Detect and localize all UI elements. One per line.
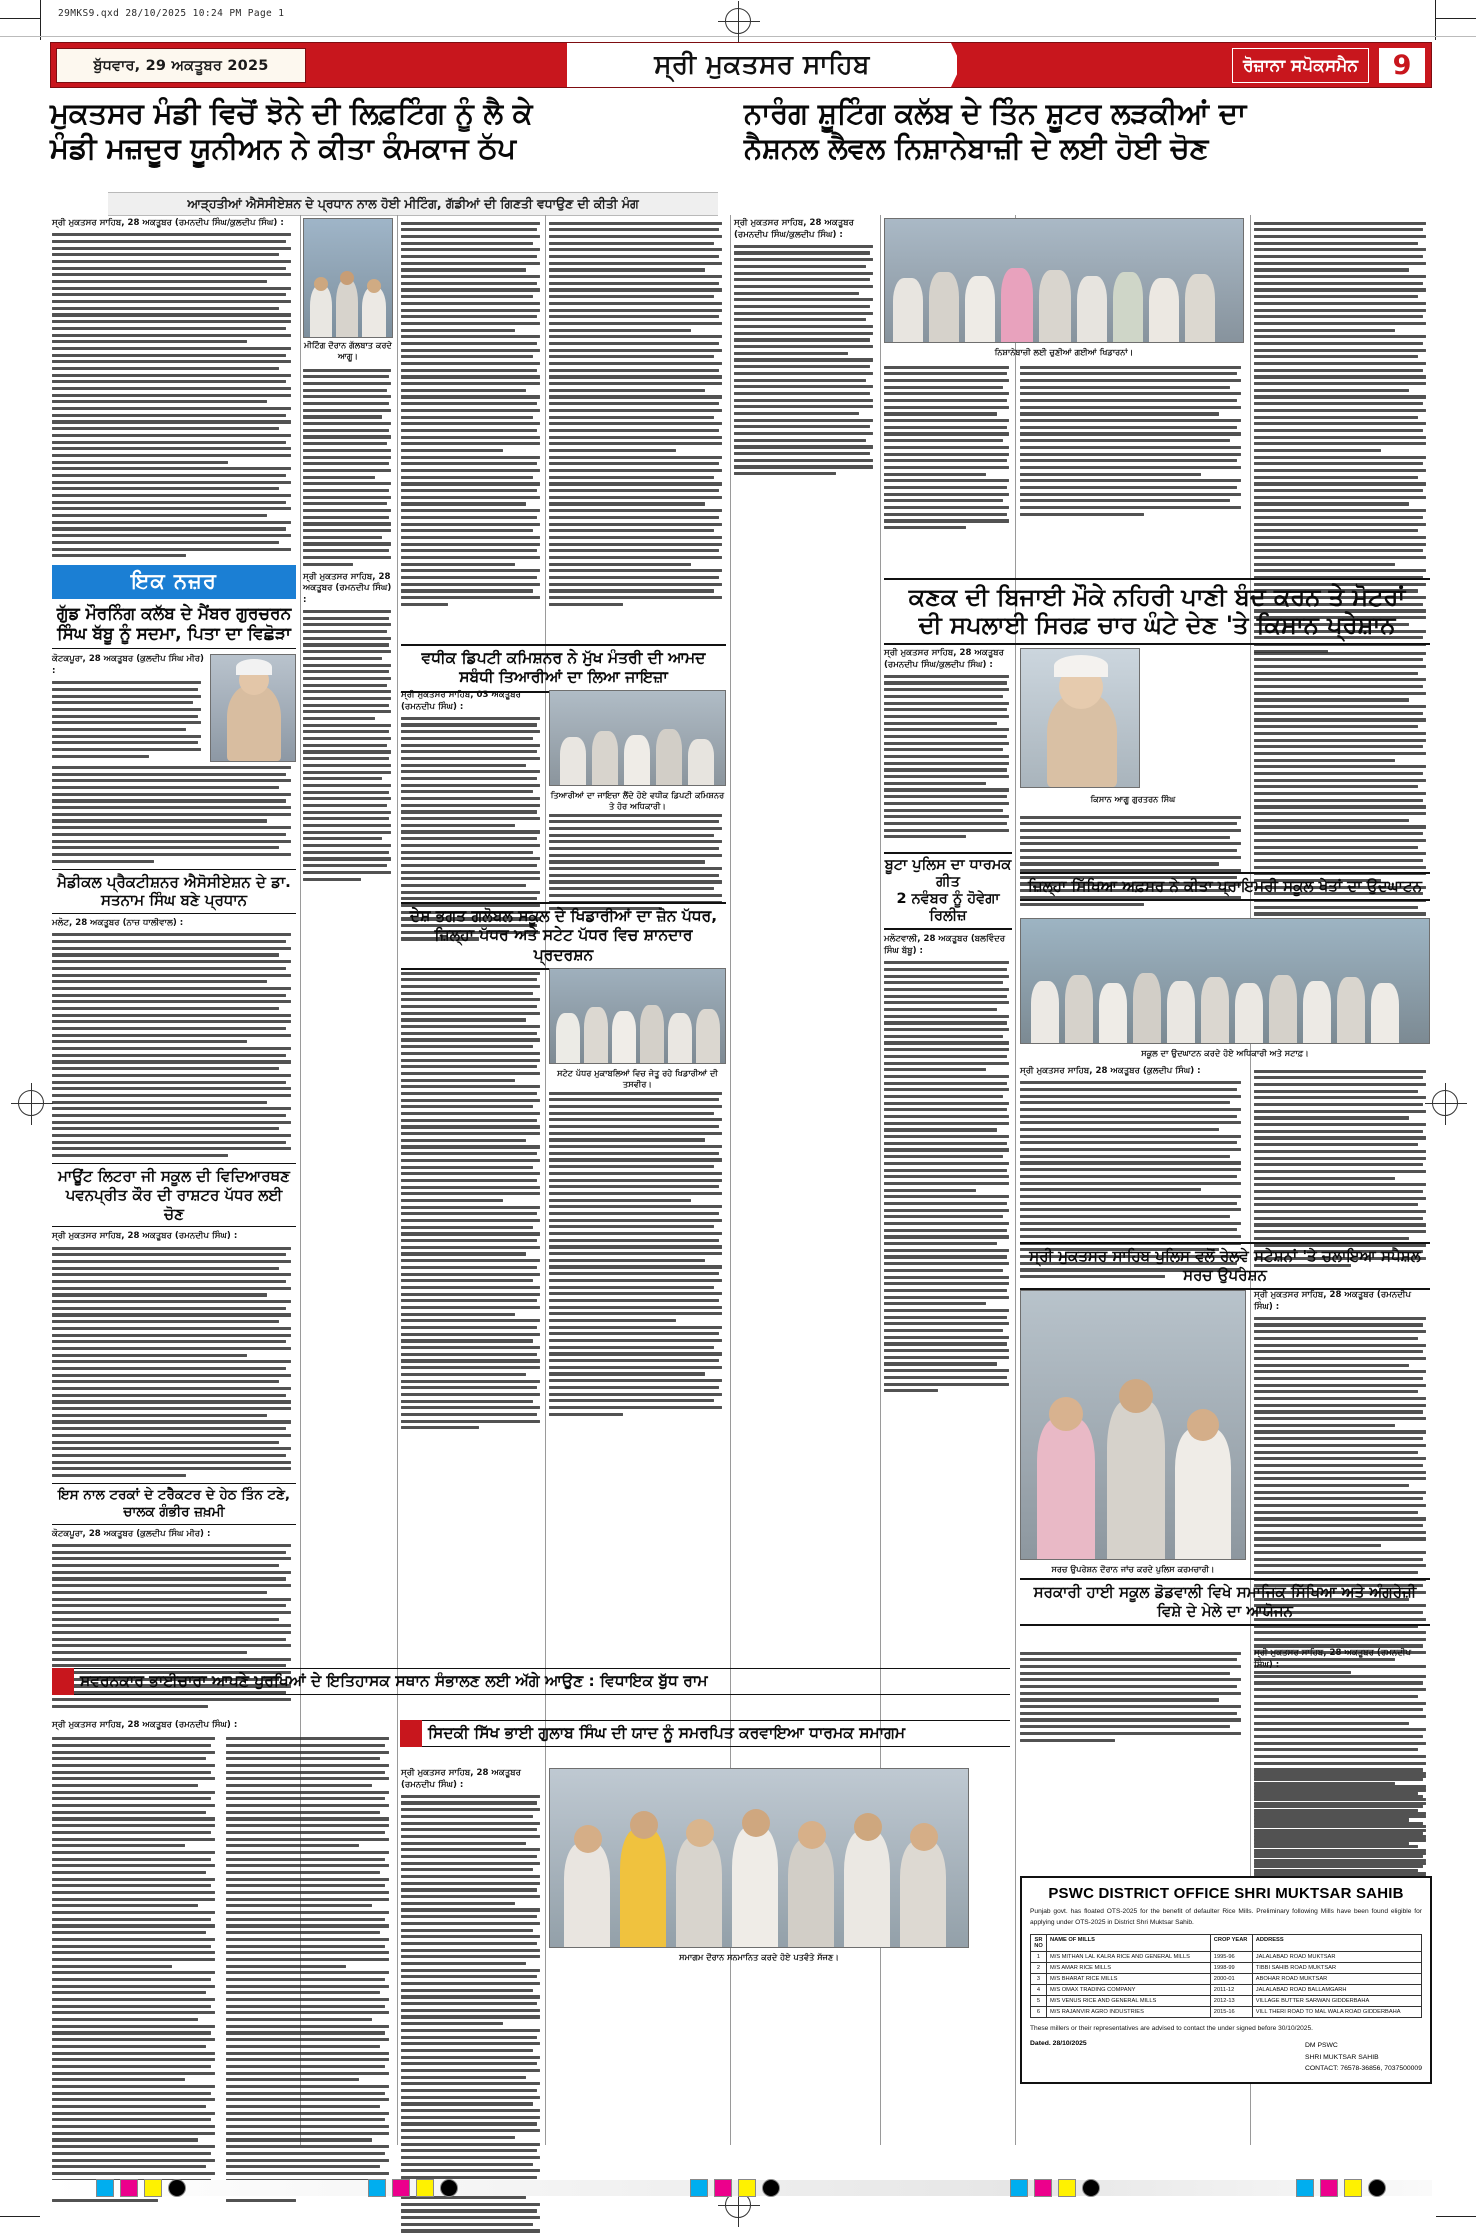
cell-mill-name: M/S VENUS RICE AND GENERAL MILLS	[1047, 1996, 1211, 2007]
print-color-strip	[50, 2180, 1432, 2200]
column-divider	[545, 215, 546, 2145]
col-header-sr-no: SR NO	[1031, 1935, 1047, 1952]
cell-crop-year: 2011-12	[1210, 1985, 1252, 1996]
body-text	[1020, 366, 1246, 516]
article-headline-global-school: ਦੇਸ਼ ਭਗਤ ਗਲੋਬਲ ਸਕੂਲ ਦੇ ਖਿਡਾਰੀਆਂ ਦਾ ਜ਼ੋਨ ਪੱਧਰ, ਜ਼ਿਲ੍ਹਾ ਪੱਧਰ ਅਤੇ ਸਟੇਟ ਪੱਧਰ ਵਿਚ ਸ਼ਾਨਦਾਰ ਪ੍ਰਦਰਸ਼ਨ	[401, 902, 726, 970]
lead-left-subhead: ਆੜ੍ਹਤੀਆਂ ਐਸੋਸੀਏਸ਼ਨ ਦੇ ਪ੍ਰਧਾਨ ਨਾਲ ਹੋਈ ਮੀਟਿੰਗ, ਗੱਡੀਆਂ ਦੀ ਗਿਣਤੀ ਵਧਾਉਣ ਦੀ ਕੀਤੀ ਮੰਗ	[108, 192, 718, 216]
color-patch-magenta	[392, 2179, 410, 2197]
ad-sign-place: SHRI MUKTSAR SAHIB	[1304, 2053, 1379, 2061]
color-patch-black	[440, 2179, 458, 2197]
body-text	[303, 369, 393, 566]
lead-right-headline-line1: ਨਾਰੰਗ ਸ਼ੂਟਿੰਗ ਕਲੱਬ ਦੇ ਤਿੰਨ ਸ਼ੂਟਰ ਲੜਕੀਆਂ ਦਾ	[744, 96, 1247, 130]
column-3	[401, 218, 543, 609]
red-swatch	[52, 1668, 74, 1695]
masthead	[50, 42, 1432, 88]
body-text	[549, 814, 726, 911]
lead-left-headline-line1: ਮੁਕਤਸਰ ਮੰਡੀ ਵਿਚੋਂ ਝੋਨੇ ਦੀ ਲਿਫ਼ਟਿੰਗ ਨੂੰ ਲੈ ਕੇ	[50, 96, 533, 130]
photo-caption: ਸਟੇਟ ਪੱਧਰ ਮੁਕਾਬਲਿਆਂ ਵਿਚ ਜੇਤੂ ਰਹੇ ਖਿਡਾਰੀਆਂ ਦੀ ਤਸਵੀਰ।	[557, 1068, 718, 1089]
sidki-sikh-headline-text: ਸਿਦਕੀ ਸਿੱਖ ਭਾਈ ਗੁਲਾਬ ਸਿੰਘ ਦੀ ਯਾਦ ਨੂੰ ਸਮਰਪਿਤ ਕਰਵਾਇਆ ਧਾਰਮਕ ਸਮਾਗਮ	[422, 1720, 1010, 1747]
crop-mark	[1435, 0, 1436, 40]
cell-sr-no: 4	[1031, 1985, 1047, 1996]
lead-right-headline	[744, 96, 1432, 167]
cell-mill-name: M/S AMAR RICE MILLS	[1047, 1963, 1211, 1974]
registration-mark-icon	[18, 1090, 44, 1116]
article-byline: ਕੋਟਕਪੂਰਾ, 28 ਅਕਤੂਬਰ (ਕੁਲਦੀਪ ਸਿੰਘ ਮੀਰ) :	[52, 1528, 211, 1539]
photo-caption: ਤਿਆਰੀਆਂ ਦਾ ਜਾਇਜ਼ਾ ਲੈਂਦੇ ਹੋਏ ਵਧੀਕ ਡਿਪਟੀ ਕਮਿਸ਼ਨਰ ਤੇ ਹੋਰ ਅਧਿਕਾਰੀ।	[550, 790, 725, 811]
color-patch-black	[1368, 2179, 1386, 2197]
adc-article-col-b	[549, 810, 726, 914]
ik-nazar-headline: ਗੁੱਡ ਮੌਰਨਿੰਗ ਕਲੱਬ ਦੇ ਮੈਂਬਰ ਗੁਰਚਰਨ ਸਿੰਘ ਬੱਬੂ ਨੂੰ ਸਦਮਾ, ਪਿਤਾ ਦਾ ਵਿਛੋੜਾ	[52, 599, 296, 649]
nehri-pani-headline-line1: ਕਣਕ ਦੀ ਬਿਜਾਈ ਮੌਕੇ ਨਹਿਰੀ ਪਾਣੀ ਬੰਦ ਕਰਨ ਤੇ ਮੋਟਰਾਂ	[908, 583, 1406, 611]
article-photo	[303, 218, 393, 338]
article-headline-mount-litera: ਮਾਊਂਟ ਲਿਟਰਾ ਜੀ ਸਕੂਲ ਦੀ ਵਿਦਿਆਰਥਣ ਪਵਨਪ੍ਰੀਤ ਕੌਰ ਦੀ ਰਾਸ਼ਟਰ ਪੱਧਰ ਲਈ ਚੋਣ	[52, 1163, 296, 1227]
masthead-date: ਬੁੱਧਵਾਰ, 29 ਅਕਤੂਬਰ 2025	[56, 48, 306, 83]
article-byline: ਸ੍ਰੀ ਮੁਕਤਸਰ ਸਾਹਿਬ, 28 ਅਕਤੂਬਰ (ਰਮਨਦੀਪ ਸਿੰਘ) :	[1254, 1290, 1412, 1312]
table-row	[1031, 1996, 1422, 2007]
cell-sr-no: 6	[1031, 2007, 1047, 2018]
table-header-row	[1031, 1935, 1422, 1952]
article-byline: ਸ੍ਰੀ ਮੁਕਤਸਰ ਸਾਹਿਬ, 28 ਅਕਤੂਬਰ (ਰਮਨਦੀਪ ਸਿੰਘ/ਕੁਲਦੀਪ ਸਿੰਘ) :	[884, 648, 1004, 670]
body-text	[401, 222, 543, 606]
table-row	[1031, 1963, 1422, 1974]
article-byline: ਸ੍ਰੀ ਮੁਕਤਸਰ ਸਾਹਿਬ, 28 ਅਕਤੂਬਰ (ਕੁਲਦੀਪ ਸਿੰਘ) :	[1020, 1066, 1201, 1076]
article-photo	[1020, 1290, 1246, 1560]
cell-crop-year: 1998-99	[1210, 1963, 1252, 1974]
ad-dated: Dated. 28/10/2025	[1030, 2040, 1087, 2048]
cell-crop-year: 1995-96	[1210, 1952, 1252, 1963]
color-patch-black	[168, 2179, 186, 2197]
article-byline: ਮਲੋਟ, 28 ਅਕਤੂਬਰ (ਨਾਜ਼ ਧਾਲੀਵਾਲ) :	[52, 918, 184, 929]
ad-sign-office: DM PSWC	[1304, 2042, 1338, 2050]
crop-mark	[1436, 2216, 1476, 2217]
color-patch-magenta	[120, 2179, 138, 2197]
article-photo	[549, 1768, 969, 1948]
cell-sr-no: 2	[1031, 1963, 1047, 1974]
ad-title: PSWC DISTRICT OFFICE SHRI MUKTSAR SAHIB	[1048, 1885, 1404, 1902]
body-text	[1020, 1652, 1246, 1742]
color-patch-magenta	[714, 2179, 732, 2197]
cell-mill-name: M/S MITHAN LAL KALRA RICE AND GENERAL MILLS	[1047, 1952, 1211, 1963]
crop-mark	[1436, 18, 1476, 19]
cell-address: TIBBI SAHIB ROAD MUKTSAR	[1252, 1963, 1421, 1974]
body-text	[549, 1092, 726, 1416]
column-1	[52, 218, 296, 1711]
photo-caption: ਸਕੂਲ ਦਾ ਉਦਘਾਟਨ ਕਰਦੇ ਹੋਏ ਅਧਿਕਾਰੀ ਅਤੇ ਸਟਾਫ਼।	[1141, 1048, 1309, 1058]
cell-crop-year: 2015-16	[1210, 2007, 1252, 2018]
govt-high-school-col-b	[1020, 1648, 1246, 1745]
color-patch-cyan	[1010, 2179, 1028, 2197]
table-row	[1031, 2007, 1422, 2018]
cell-mill-name: M/S RAJANVIR AGRO INDUSTRIES	[1047, 2007, 1211, 2018]
article-byline: ਸ੍ਰੀ ਮੁਕਤਸਰ ਸਾਹਿਬ, 28 ਅਕਤੂਬਰ (ਰਮਨਦੀਪ ਸਿੰਘ) :	[52, 1720, 238, 1730]
global-school-col-b	[549, 1088, 726, 1419]
red-swatch	[400, 1720, 422, 1747]
lead-right-headline-line2: ਨੈਸ਼ਨਲ ਲੈਵਲ ਨਿਸ਼ਾਨੇਬਾਜ਼ੀ ਦੇ ਲਈ ਹੋਈ ਚੋਣ	[744, 131, 1209, 166]
article-headline-medical-practitioner: ਮੈਡੀਕਲ ਪ੍ਰੈਕਟੀਸ਼ਨਰ ਐਸੋਸੀਏਸ਼ਨ ਦੇ ਡਾ. ਸਤਨਾਮ ਸਿੰਘ ਬਣੇ ਪ੍ਰਧਾਨ	[52, 869, 296, 915]
color-patch-black	[762, 2179, 780, 2197]
registration-mark-icon	[1432, 1090, 1458, 1116]
photo-caption: ਸਰਚ ਉਪਰੇਸ਼ਨ ਦੌਰਾਨ ਜਾਂਚ ਕਰਦੇ ਪੁਲਿਸ ਕਰਮਚਾਰੀ।	[1051, 1564, 1215, 1574]
masthead-edition-plate	[567, 43, 957, 87]
column-divider	[1250, 215, 1251, 2145]
article-headline-govt-high-school: ਸਰਕਾਰੀ ਹਾਈ ਸਕੂਲ ਡੋਡਵਾਲੀ ਵਿਖੇ ਸਮਾਜਿਕ ਸਿੱਖਿਆ ਅਤੇ ਅੰਗਰੇਜ਼ੀ ਵਿਸ਼ੇ ਦੇ ਮੇਲੇ ਦਾ ਆਯੋਜਨ	[1020, 1578, 1430, 1626]
global-school-col	[401, 968, 543, 1433]
article-headline-adarsh-school: ਜ਼ਿਲ੍ਹਾ ਸਿੱਖਿਆ ਅਫ਼ਸਰ ਨੇ ਕੀਤਾ ਪ੍ਰਾਇਮਰੀ ਸਕੂਲ ਖੇਤਾਂ ਦਾ ਉਦਘਾਟਨ	[1020, 872, 1430, 901]
color-patch-cyan	[368, 2179, 386, 2197]
swarnkar-body	[52, 1720, 392, 2205]
cell-address: VILL THERI ROAD TO MAL WALA ROAD GIDDERBAHA	[1252, 2007, 1421, 2018]
column-5	[734, 218, 876, 479]
article-byline: ਮਲੋਟਵਾਲੀ, 28 ਅਕਤੂਬਰ (ਬਲਵਿੰਦਰ ਸਿੰਘ ਬੱਬੂ) :	[884, 934, 1006, 957]
article-headline-swarnkar	[52, 1668, 1010, 1695]
ad-lede: Punjab govt. has floated OTS-2025 for the benefit of defaulter Rice Mills. Preliminary following Mills have been found eligible for applying under OTS-2025 in District Shri Muktsar Sahib.	[1030, 1908, 1422, 1926]
file-stamp: 29MKS9.qxd 28/10/2025 10:24 PM Page 1	[58, 8, 285, 19]
ad-mills-table	[1030, 1934, 1422, 2018]
ad-table-body	[1031, 1952, 1422, 2018]
cell-address: JALALABAD ROAD MUKTSAR	[1252, 1952, 1421, 1963]
swarnkar-headline-text: ਸਵਰਨਕਾਰ ਭਾਈਚਾਰਾ ਆਪਣੇ ਪੁਰਖਿਆਂ ਦੇ ਇਤਿਹਾਸਕ ਸਥਾਨ ਸੰਭਾਲਣ ਲਈ ਅੱਗੇ ਆਉਣ : ਵਿਧਾਇਕ ਬੁੱਧ ਰਾਮ	[74, 1668, 1010, 1695]
masthead-brand: ਰੋਜ਼ਾਨਾ ਸਪੋਕਸਮੈਨ	[1232, 48, 1369, 83]
article-buta-police	[884, 852, 1012, 1396]
body-text	[884, 961, 1012, 1392]
body-text	[549, 222, 726, 606]
column-divider	[1015, 215, 1016, 2145]
color-patch-magenta	[1034, 2179, 1052, 2197]
column-6	[884, 362, 1012, 533]
lead-left-headline-line2: ਮੰਡੀ ਮਜ਼ਦੂਰ ਯੂਨੀਅਨ ਨੇ ਕੀਤਾ ਕੰਮਕਾਜ ਠੱਪ	[50, 131, 516, 166]
cell-mill-name: M/S OMAX TRADING COMPANY	[1047, 1985, 1211, 1996]
cell-address: ABOHAR ROAD MUKTSAR	[1252, 1974, 1421, 1985]
cell-sr-no: 3	[1031, 1974, 1047, 1985]
cell-address: VILLAGE BUTTER SARWAN GIDDERBAHA	[1252, 1996, 1421, 2007]
cell-address: JALALABAD ROAD BALLAMGARH	[1252, 1985, 1421, 1996]
crop-mark	[0, 18, 40, 19]
photo-caption: ਮੀਟਿੰਗ ਦੌਰਾਨ ਗੱਲਬਾਤ ਕਰਦੇ ਆਗੂ।	[304, 340, 392, 361]
body-text	[401, 1795, 543, 2235]
color-patch-yellow	[144, 2179, 162, 2197]
edition-title: ਸ੍ਰੀ ਮੁਕਤਸਰ ਸਾਹਿਬ	[654, 49, 870, 80]
column-7	[1020, 362, 1246, 519]
article-photo	[549, 968, 726, 1064]
body-text	[52, 1737, 218, 2202]
article-headline-trekkers: ਇਸ ਨਾਲ ਟਰਕਾਂ ਦੇ ਟਰੈਕਟਰ ਦੇ ਹੇਠ ਤਿੰਨ ਟਣੇ, ਚਾਲਕ ਗੰਭੀਰ ਜ਼ਖ਼ਮੀ	[52, 1483, 296, 1525]
column-2	[303, 218, 393, 884]
registration-mark-icon	[725, 8, 751, 34]
article-headline-railway-police: ਸ੍ਰੀ ਮੁਕਤਸਰ ਸਾਹਿਬ ਪੁਲਿਸ ਵਲੋਂ ਰੇਲਵੇ ਸਟੇਸ਼ਨਾਂ 'ਤੇ ਚਲਾਇਆ ਸਪੈਸ਼ਲ ਸਰਚ ਉਪਰੇਸ਼ਨ	[1020, 1242, 1430, 1290]
column-divider	[397, 215, 398, 2145]
lead-left-headline	[50, 96, 722, 167]
body-text	[401, 972, 543, 1430]
body-text	[52, 1247, 296, 1477]
cell-sr-no: 1	[1031, 1952, 1047, 1963]
buta-police-headline-line2: 2 ਨਵੰਬਰ ਨੂੰ ਹੋਵੇਗਾ ਰਿਲੀਜ਼	[884, 891, 1012, 930]
body-text	[734, 245, 876, 475]
article-headline-nehri-pani	[884, 578, 1430, 645]
page-number: 9	[1379, 48, 1425, 83]
article-byline: ਸ੍ਰੀ ਮੁਕਤਸਰ ਸਾਹਿਬ, 28 ਅਕਤੂਬਰ (ਰਮਨਦੀਪ ਸਿੰਘ) :	[303, 571, 392, 605]
body-text	[52, 233, 296, 557]
table-row	[1031, 1985, 1422, 1996]
ad-sign-contact: CONTACT: 76578-36856, 7037500009	[1304, 2065, 1422, 2073]
ik-nazar-banner: ਇਕ ਨਜ਼ਰ	[52, 565, 296, 599]
color-patch-yellow	[1058, 2179, 1076, 2197]
color-patch-magenta	[1320, 2179, 1338, 2197]
body-text	[226, 1737, 392, 2202]
article-photo-portrait	[1020, 648, 1140, 788]
article-headline-adc-cm-visit: ਵਧੀਕ ਡਿਪਟੀ ਕਮਿਸ਼ਨਰ ਨੇ ਮੁੱਖ ਮੰਤਰੀ ਦੀ ਆਮਦ ਸਬੰਧੀ ਤਿਆਰੀਆਂ ਦਾ ਲਿਆ ਜਾਇਜ਼ਾ	[401, 644, 726, 693]
article-byline: ਸ੍ਰੀ ਮੁਕਤਸਰ ਸਾਹਿਬ, 28 ਅਕਤੂਬਰ (ਰਮਨਦੀਪ ਸਿੰਘ) :	[52, 1231, 238, 1242]
col-header-name-of-mills: NAME OF MILLS	[1047, 1935, 1211, 1952]
body-text	[52, 681, 204, 758]
pswc-advertisement	[1020, 1876, 1432, 2084]
crop-mark	[0, 2216, 40, 2217]
crop-mark	[40, 0, 41, 40]
article-photo	[1020, 918, 1430, 1044]
nehri-pani-col-a	[884, 648, 1012, 842]
article-photo	[210, 654, 296, 762]
column-4	[549, 218, 726, 609]
photo-caption: ਕਿਸਾਨ ਆਗੂ ਗੁਰਤਰਨ ਸਿੰਘ	[1090, 794, 1176, 804]
color-patch-cyan	[96, 2179, 114, 2197]
lead-right-byline: ਸ੍ਰੀ ਮੁਕਤਸਰ ਸਾਹਿਬ, 28 ਅਕਤੂਬਰ (ਰਮਨਦੀਪ ਸਿੰਘ/ਕੁਲਦੀਪ ਸਿੰਘ) :	[734, 218, 854, 240]
sidki-sikh-col	[401, 1768, 543, 2235]
color-patch-black	[1082, 2179, 1100, 2197]
col-header-crop-year: CROP YEAR	[1210, 1935, 1252, 1952]
cell-mill-name: M/S BHARAT RICE MILLS	[1047, 1974, 1211, 1985]
article-photo	[549, 690, 726, 786]
cell-sr-no: 5	[1031, 1996, 1047, 2007]
photo-caption: ਸਮਾਗਮ ਦੌਰਾਨ ਸਨਮਾਨਿਤ ਕਰਦੇ ਹੋਏ ਪਤਵੰਤੇ ਸੱਜਣ।	[679, 1952, 839, 1962]
buta-police-headline-line1: ਬੂਟਾ ਪੁਲਿਸ ਦਾ ਧਾਰਮਕ ਗੀਤ	[884, 857, 1012, 891]
article-headline-sidki-sikh	[400, 1720, 1010, 1747]
ad-footnote: These millers or their representatives are advised to contact the under signed before 30/10/2025.	[1030, 2025, 1313, 2033]
nehri-pani-headline-line2: ਦੀ ਸਪਲਾਈ ਸਿਰਫ਼ ਚਾਰ ਘੰਟੇ ਦੇਣ 'ਤੇ ਕਿਸਾਨ ਪ੍ਰੇਸ਼ਾਨ	[884, 611, 1430, 644]
body-text	[52, 766, 296, 863]
table-row	[1031, 1974, 1422, 1985]
color-patch-yellow	[1344, 2179, 1362, 2197]
article-byline: ਸ੍ਰੀ ਮੁਕਤਸਰ ਸਾਹਿਬ, 03 ਅਕਤੂਬਰ (ਰਮਨਦੀਪ ਸਿੰਘ) :	[401, 690, 521, 712]
col-header-address: ADDRESS	[1252, 1935, 1421, 1952]
body-text	[884, 675, 1012, 839]
color-patch-cyan	[690, 2179, 708, 2197]
ik-nazar-byline: ਕੋਟਕਪੂਰਾ, 28 ਅਕਤੂਬਰ (ਕੁਲਦੀਪ ਸਿੰਘ ਮੀਰ) :	[52, 654, 204, 676]
color-patch-yellow	[416, 2179, 434, 2197]
body-text	[884, 366, 1012, 530]
article-byline: ਸ੍ਰੀ ਮੁਕਤਸਰ ਸਾਹਿਬ, 28 ਅਕਤੂਬਰ (ਰਮਨਦੀਪ ਸਿੰਘ) :	[1254, 1648, 1412, 1670]
cell-crop-year: 2000-01	[1210, 1974, 1252, 1985]
lead-left-byline: ਸ੍ਰੀ ਮੁਕਤਸਰ ਸਾਹਿਬ, 28 ਅਕਤੂਬਰ (ਰਮਨਦੀਪ ਸਿੰਘ/ਕੁਲਦੀਪ ਸਿੰਘ) :	[52, 218, 284, 228]
body-text	[52, 933, 296, 1157]
lead-right-photo	[884, 218, 1244, 343]
adarsh-col-b	[1254, 1066, 1430, 1270]
table-row	[1031, 1952, 1422, 1963]
article-byline: ਸ੍ਰੀ ਮੁਕਤਸਰ ਸਾਹਿਬ, 28 ਅਕਤੂਬਰ (ਰਮਨਦੀਪ ਸਿੰਘ) :	[401, 1768, 521, 1790]
color-patch-yellow	[738, 2179, 756, 2197]
cell-crop-year: 2012-13	[1210, 1996, 1252, 2007]
photo-caption: ਨਿਸ਼ਾਨੇਬਾਜ਼ੀ ਲਈ ਚੁਣੀਆਂ ਗਈਆਂ ਖਿਡਾਰਨਾਂ।	[994, 347, 1134, 357]
body-text	[1254, 1070, 1430, 1267]
color-patch-cyan	[1296, 2179, 1314, 2197]
body-text	[303, 610, 393, 881]
